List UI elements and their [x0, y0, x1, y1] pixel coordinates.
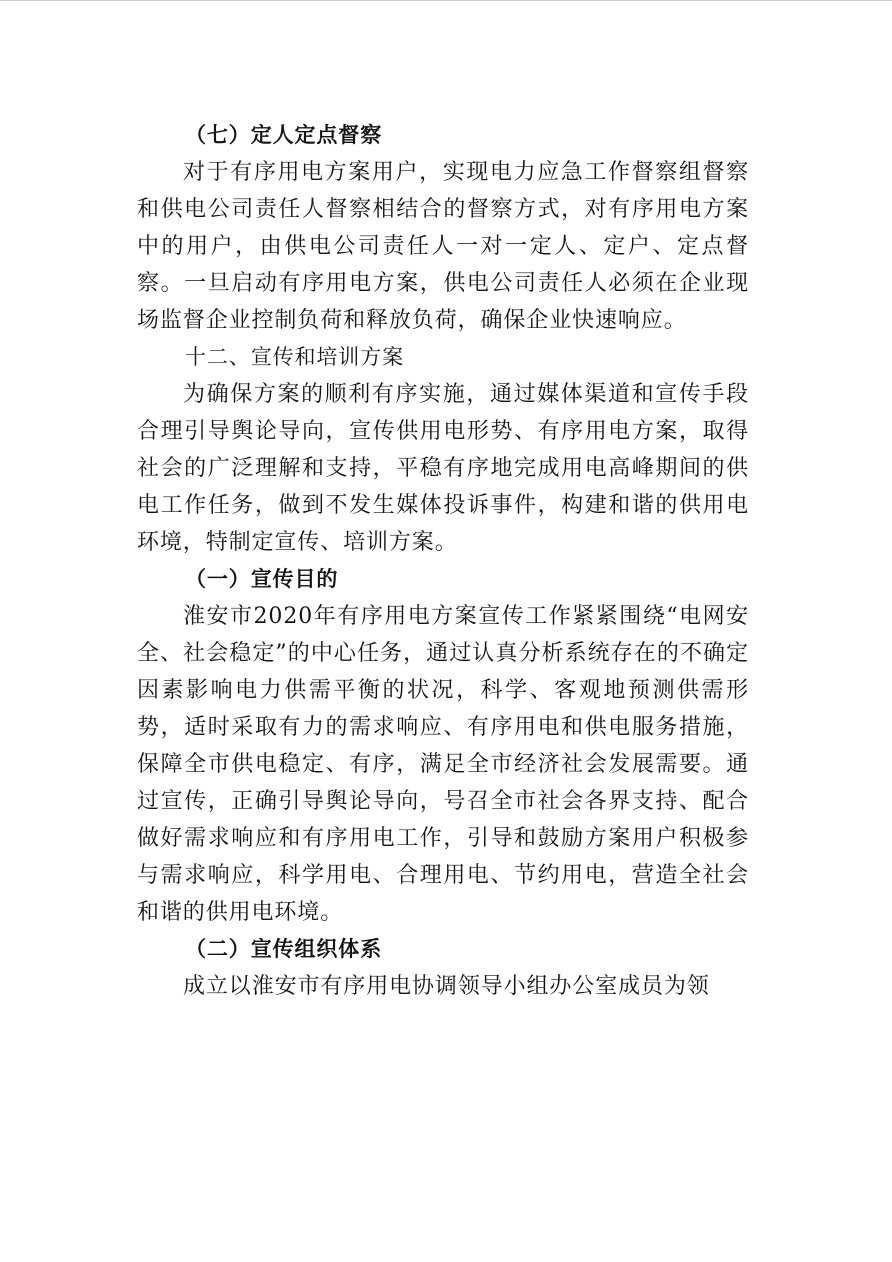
section-heading-12-2: （二）宣传组织体系 — [185, 937, 383, 961]
section-paragraph-7: 对于有序用电方案用户，实现电力应急工作督察组督察和供电公司责任人督察相结合的督察方式，对有序用电方案中的用户，由供电公司责任人一对一定人、定户、定点督察。一旦启动有序用电方案，供电公司责任人必须在企业现场监督企业控制负荷和释放负荷，确保企业快速响应。 — [137, 160, 749, 333]
section-paragraph-12-1: 淮安市2020年有序用电方案宣传工作紧紧围绕“电网安全、社会稳定”的中心任务，通过认真分析系统存在的不确定因素影响电力供需平衡的状况，科学、客观地预测供需形势，适时采取有力的需求响应、有序用电和供电服务措施，保障全市供电稳定、有序，满足全市经济社会发展需要。通过宣传，正确引导舆论导向，号召全市社会各界支持、配合做好需求响应和有序用电工作，引导和鼓励方案用户积极参与需求响应，科学用电、合理用电、节约用电，营造全社会和谐的供用电环境。 — [137, 604, 749, 925]
document-body — [137, 115, 749, 1005]
chapter-paragraph-12: 为确保方案的顺利有序实施，通过媒体渠道和宣传手段合理引导舆论导向，宣传供用电形势、有序用电方案，取得社会的广泛理解和支持，平稳有序地完成用电高峰期间的供电工作任务，做到不发生媒体投诉事件，构建和谐的供用电环境，特制定宣传、培训方案。 — [137, 382, 749, 555]
section-heading-7: （七）定人定点督察 — [185, 123, 383, 147]
chapter-heading-12: 十二、宣传和培训方案 — [185, 345, 404, 369]
section-heading-12-1: （一）宣传目的 — [185, 567, 339, 591]
section-paragraph-12-2: 成立以淮安市有序用电协调领导小组办公室成员为领 — [183, 974, 710, 999]
